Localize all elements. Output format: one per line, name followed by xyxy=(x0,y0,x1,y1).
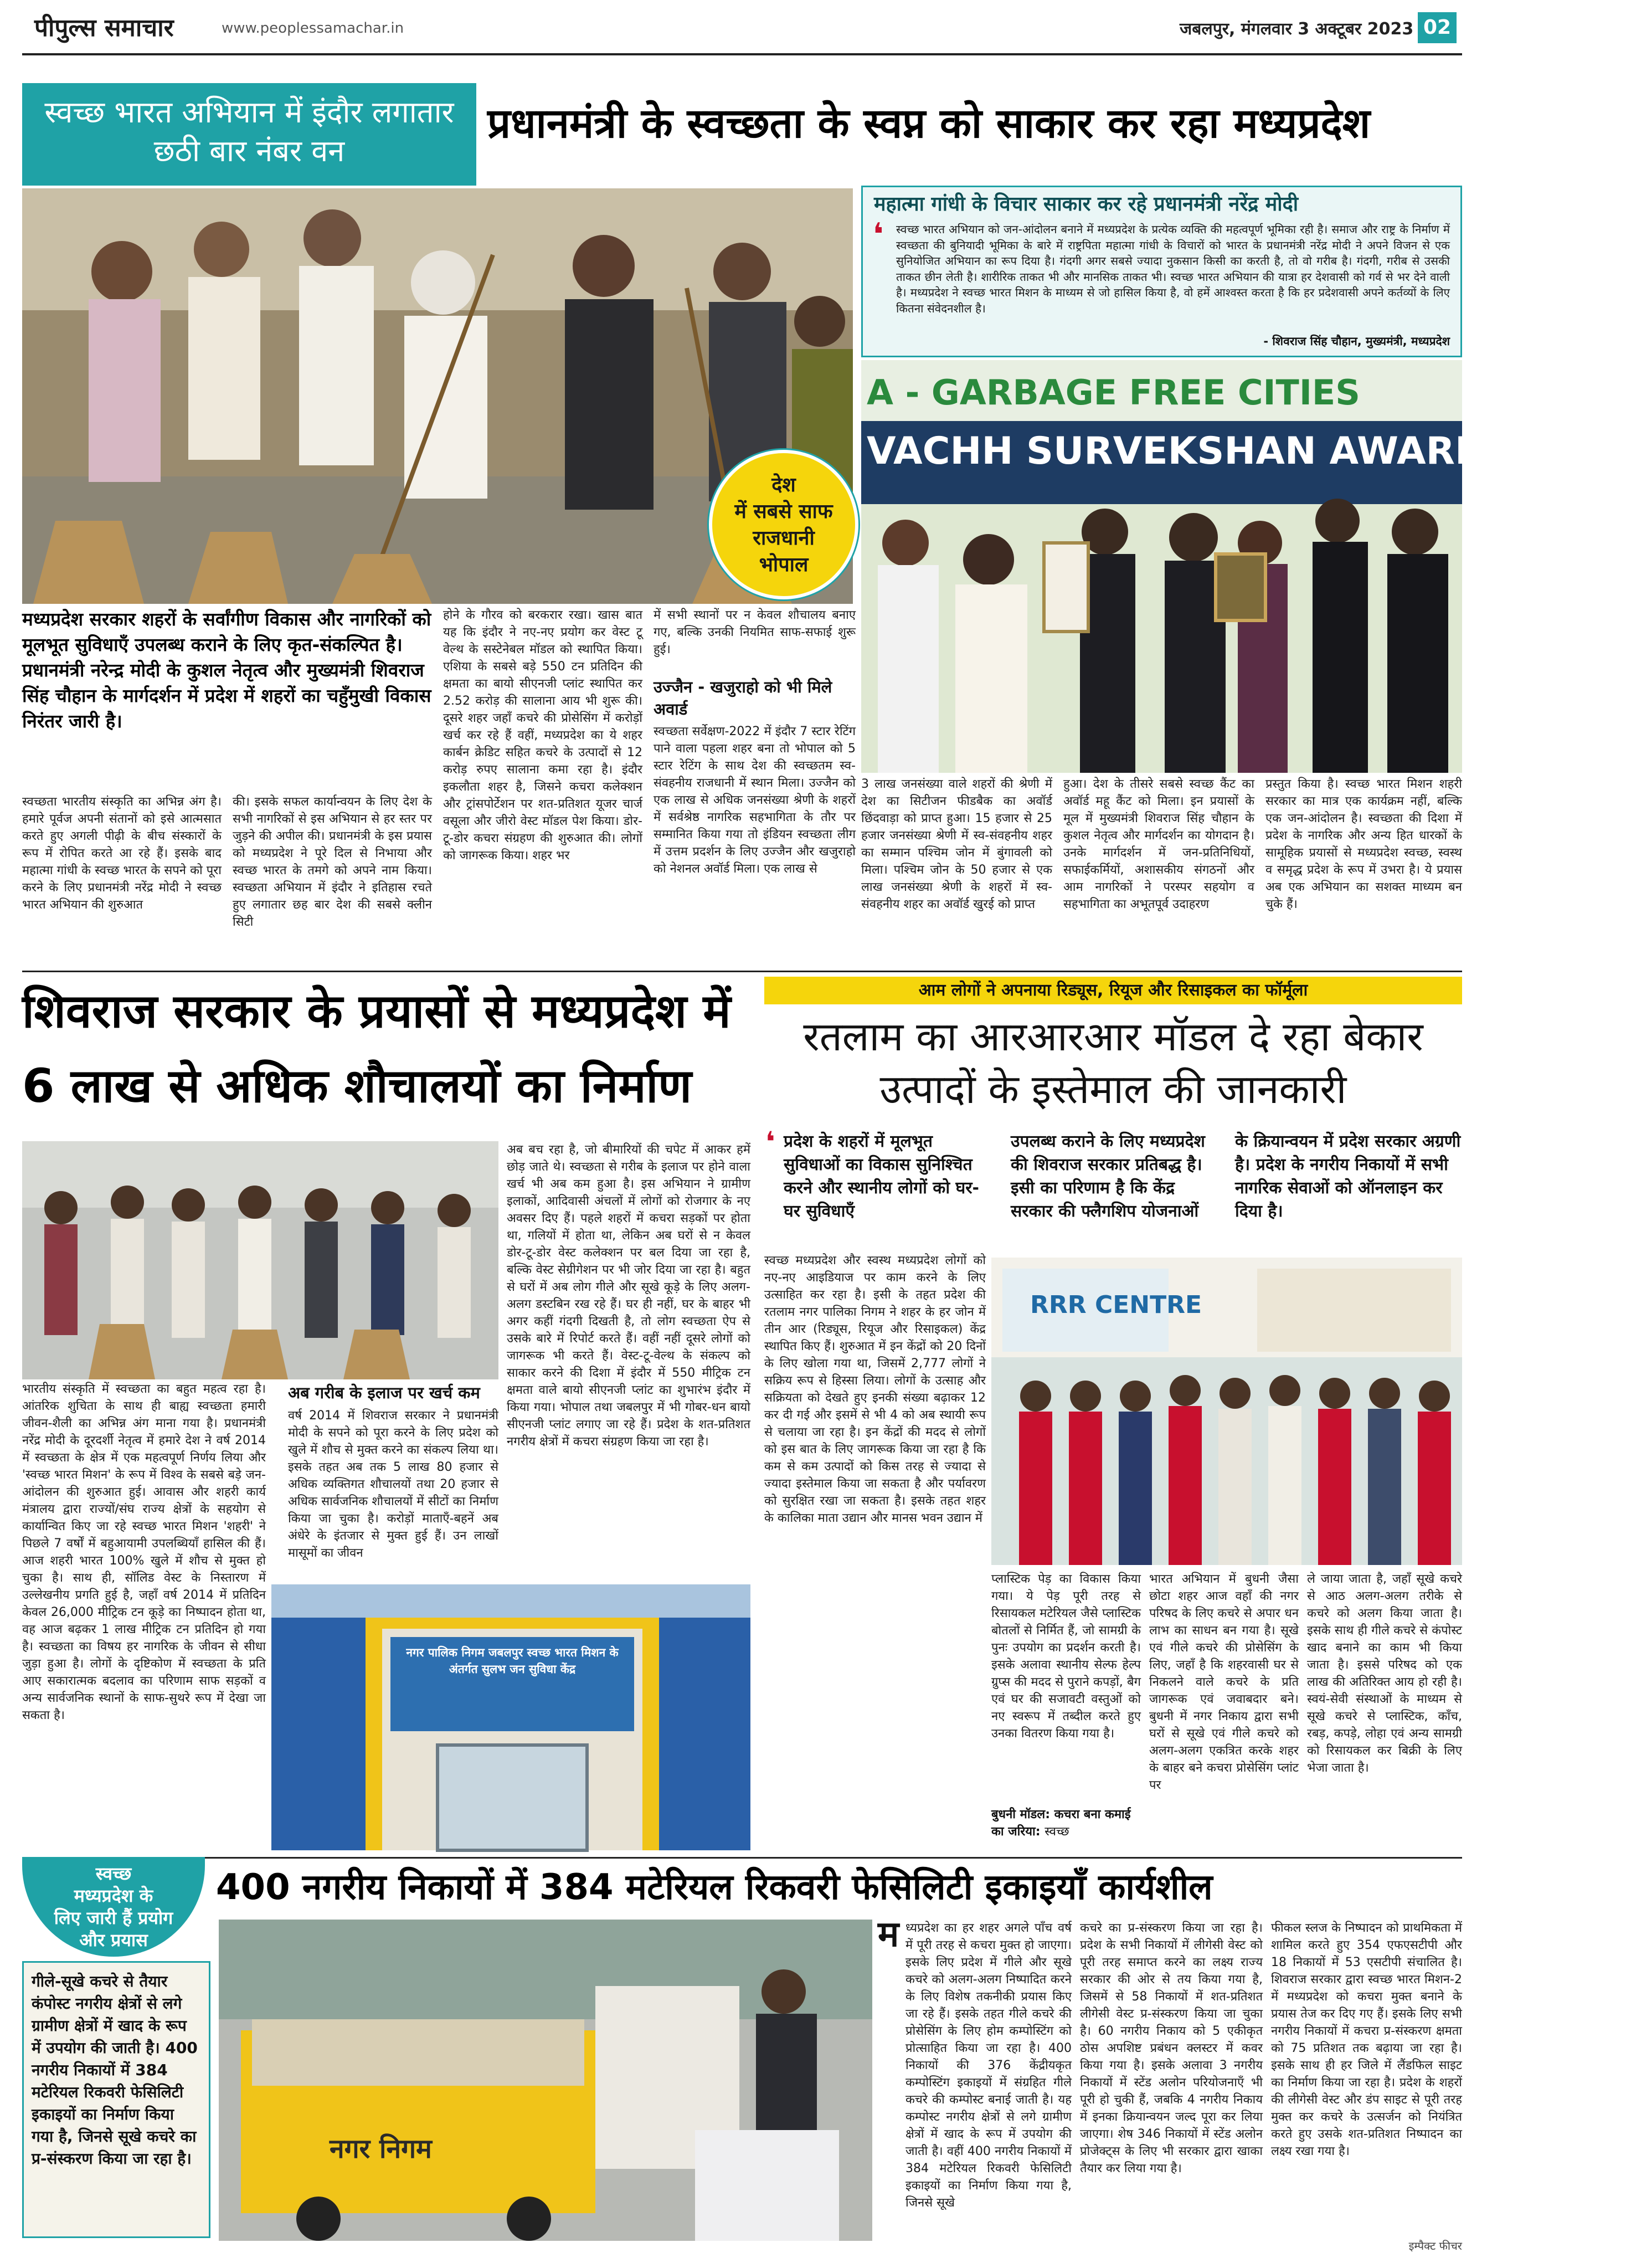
toilet-col-left: भारतीय संस्कृति में स्वच्छता का बहुत महत्व रहा है। आंतरिक शुचिता के साथ ही बाह्य स्वच्छता हमारी जीवन-शैली का अभिन्न अंग माना गया है। प्रधानमंत्री नरेंद्र मोदी के दूरदर्शी नेतृत्व में हमारे देश ने वर्ष 2014 में स्वच्छता के क्षेत्र में एक महत्वपूर्ण निर्णय लिया और 'स्वच्छ भारत मिशन' के रूप में विश्व के सबसे बड़े जन-आंदोलन की शुरुआत हुई। आवास और शहरी कार्य मंत्रालय द्वारा राज्यों/संघ राज्य क्षेत्रों के सहयोग से कार्यान्वित किए जा रहे स्वच्छ भारत मिशन 'शहरी' ने पिछले 7 वर्षों में बहुआयामी उपलब्धियाँ हासिल की हैं। आज शहरी भारत 100% खुले में शौच से मुक्त हो चुका है। साथ ही, सॉलिड वेस्ट के निस्तारण में उल्लेखनीय प्रगति हुई है, जहाँ वर्ष 2014 में प्रतिदिन केवल 26,000 मीट्रिक टन कूड़े का निष्पादन होता था, वह आज बढ़कर 1 लाख मीट्रिक टन प्रतिदिन हो गया है। स्वच्छता का विषय हर नागरिक के जीवन से सीधा जुड़ा हुआ है। लोगों के दृष्टिकोण में स्वच्छता के प्रति आए सकारात्मक बदलाव का परिणाम साफ सड़कों व अन्य सार्वजनिक स्थानों के साफ-सुथरे रूप में देखा जा सकता है। xyxy=(22,1382,266,1722)
budhni-model-heading: बुधनी मॉडल: कचरा बना कमाई का जरिया: xyxy=(991,1808,1131,1839)
ratlam-dropcap-col: स्वच्छ मध्यप्रदेश और स्वस्थ मध्यप्रदेश लोगों को नए-नए आइडियाज पर काम करने के लिए उत्साहित कर रहा है। इसी के तहत प्रदेश की रतलाम नगर पालिका निगम ने शहर के हर जोन में तीन आर (रिड्यूस, रियूज और रिसाइकल) केंद्र स्थापित किए हैं। शुरुआत में इन केंद्रों को 20 दिनों के लिए खोला गया था, जिसमें 2,777 लोगों ने सक्रिय रूप से हिस्सा लिया। लोगों के उत्साह और सक्रियता को देखते हुए इनकी संख्या बढ़ाकर 12 कर दी गई और इसमें से भी 4 को अब स्थायी रूप से चलाया जा रहा है। इन केंद्रों की मदद से लोगों को इस बात के लिए जागरूक किया जा रहा है कि कम से कम उत्पादों को किस तरह से ज्यादा से ज्यादा इस्तेमाल किया जा सकता है और पर्यावरण को सुरक्षित रखा जा सकता है। इसके तहत शहर के कालिका माता उद्यान और मानस भवन उद्यान में xyxy=(764,1254,986,1525)
badge-line-4: भोपाल xyxy=(759,553,809,576)
paper-logo xyxy=(34,10,174,43)
banner-kicker-box xyxy=(22,83,476,186)
ratlam-col-c: भारत अभियान में बुधनी जैसा छोटा शहर आज वहाँ की नगर परिषद के लिए कचरे से अपार धन लाभ का साधन बन गया है। सूखे एवं गीले कचरे की प्रोसेसिंग के लिए, जहाँ है कि शहरवासी घर से निकलने वाले कचरे के प्रति जागरूक एवं जवाबदार बने। बुधनी में नगर निकाय द्वारा सभी घरों से सूखे एवं गीले कचरे को अलग-अलग एकत्रित करके शहर के बाहर बने कचरा प्रोसेसिंग प्लांट पर xyxy=(1149,1572,1299,1792)
intro-col-2: की। इसके सफल कार्यान्वयन के लिए देश के सभी नागरिकों से इस अभियान से हर स्तर पर जुड़ने की अपील की। प्रधानमंत्री के इस प्रयास को मध्यप्रदेश ने पूरे दिल से निभाया और स्वच्छ भारत के तमगे को अपने नाम किया। स्वच्छता अभियान में इंदौर ने इतिहास रचते हुए लगातार छह बार देश की सबसे क्लीन सिटी xyxy=(233,795,432,929)
mrf-headline: 400 नगरीय निकायों में 384 मटेरियल रिकवरी फेसिलिटी इकाइयाँ कार्यशील xyxy=(216,1867,1213,1908)
rrr-centre-sign: RRR CENTRE xyxy=(1030,1291,1202,1319)
side-title-line-3: लिए जारी हैं प्रयोग xyxy=(54,1907,173,1928)
intro-col-5: 3 लाख जनसंख्या वाले शहरों की श्रेणी में देश का सिटीजन फीडबैक का अवॉर्ड छिंदवाड़ा को प्राप्त हुआ। 15 हजार से 25 हजार जनसंख्या श्रेणी में स्व-संवहनीय शहर का सम्मान पश्चिम जोन में बुंगावली को मिला। पश्चिम जोन के 50 हजार से एक लाख जनसंख्या श्रेणी के शहरों में स्व- संवहनीय शहर का अवॉर्ड खुरई को प्राप्त xyxy=(861,777,1052,911)
ratlam-deck-col-1: प्रदेश के शहरों में मूलभूत सुविधाओं का विकास सुनिश्चित करने और स्थानीय लोगों को घर-घर सुविधाएँ xyxy=(784,1132,980,1221)
intro-col-4b: स्वच्छता सर्वेक्षण-2022 में इंदौर 7 स्टार रेटिंग पाने वाला पहला शहर बना तो भोपाल को 5 स्टार रेटिंग के साथ देश की स्वच्छतम स्व-संवहनीय राजधानी में स्थान मिला। उज्जैन को एक लाख से अधिक जनसंख्या श्रेणी के शहरों में सर्वश्रेष्ठ नागरिक सहभागिता के तौर पर सम्मानित किया गया तो इंडियन स्वच्छता लीग में उत्तम प्रदर्शन के लिए उज्जैन और खजुराहो को नेशनल अवॉर्ड मिला। एक लाख से xyxy=(654,725,856,876)
toilet-headline-1: शिवराज सरकार के प्रयासों से मध्यप्रदेश में xyxy=(22,984,731,1038)
ratlam-headline-1: रतलाम का आरआरआर मॉडल दे रहा बेकार xyxy=(803,1013,1423,1060)
sweeping-group-illustration xyxy=(22,1141,498,1379)
toilet-story-photo xyxy=(22,1141,498,1379)
quote-box-title: महात्मा गांधी के विचार साकार कर रहे प्रधानमंत्री नरेंद्र मोदी xyxy=(874,193,1299,215)
ratlam-col-d: ले जाया जाता है, जहाँ सूखे कचरे से आठ अलग-अलग तरीके से कचरे को अलग किया जाता है। इसके साथ ही गीले कचरे से कंपोस्ट खाद बनाने का काम भी किया जाता है। इससे परिषद को एक लाख की अतिरिक्त आय हो रही है। स्वयं-सेवी संस्थाओं के माध्यम से सूखे कचरे से प्लास्टिक, काँच, रबड़, कपड़े, लोहा एवं अन्य सामग्री को रिसायकल कर बिक्री के लिए भेजा जाता है। xyxy=(1307,1572,1462,1775)
toilet-col-mid: वर्ष 2014 में शिवराज सरकार ने प्रधानमंत्री मोदी के सपने को पूरा करने के लिए प्रदेश को खुले में शौच से मुक्त करने का संकल्प लिया था। इसके तहत अब तक 5 लाख 80 हजार से अधिक व्यक्तिगत शौचालयों तथा 20 हजार से अधिक सार्वजनिक शौचालयों में सीटों का निर्माण किया जा चुका है। करोड़ों माताएँ-बहनें अब अंधेरे के इंतजार से मुक्त हुई हैं। उन लाखों मासूमों का जीवन xyxy=(288,1409,498,1560)
side-title-line-4: और प्रयास xyxy=(79,1930,148,1951)
garbage-truck-illustration xyxy=(219,1920,872,2241)
paper-name: पीपुल्स समाचार xyxy=(34,14,174,42)
dateline: जबलपुर, मंगलवार 3 अक्टूबर 2023 xyxy=(1180,19,1414,39)
bhopal-badge xyxy=(709,450,858,599)
intro-lead: मध्यप्रदेश सरकार शहरों के सर्वांगीण विकास और नागरिकों को मूलभूत सुविधाएँ उपलब्ध कराने के लिए कृत-संकल्पित है। प्रधानमंत्री नरेन्द्र मोदी के कुशल नेतृत्व और मुख्यमंत्री शिवराज सिंह चौहान के मार्गदर्शन में प्रदेश में शहरों का चहुँमुखी विकास निरंतर जारी है। xyxy=(22,608,431,732)
intro-col-7: प्रस्तुत किया है। स्वच्छ भारत मिशन शहरी सरकार का मात्र एक कार्यक्रम नहीं, बल्कि एक जन-आंदोलन है। स्वच्छता की दिशा में प्रदेश के नागरिक और अन्य हित धारकों के सामूहिक प्रयासों से मध्यप्रदेश स्वच्छ, स्वस्थ व समृद्ध प्रदेश के रूप में उभरा है। ये प्रयास अब एक अभियान का सशक्त माध्यम बन चुके हैं। xyxy=(1265,777,1462,911)
intro-col-6: हुआ। देश के तीसरे सबसे स्वच्छ कैंट का अवॉर्ड महू कैंट को मिला। इन प्रयासों के मूल में मुख्यमंत्री शिवराज सिंह चौहान के कुशल नेतृत्व और मार्गदर्शन का योगदान है। उनके मार्गदर्शन में जन-प्रतिनिधियों, सफाईकर्मियों, अशासकीय संगठनों और आम नागरिकों ने परस्पर सहयोग व सहभागिता का अभूतपूर्व उदाहरण xyxy=(1063,777,1254,911)
website-link[interactable]: www.peoplessamachar.in xyxy=(222,20,404,37)
ratlam-col-b: प्लास्टिक पेड़ का विकास किया गया। ये पेड़ पूरी तरह से रिसायकल मटेरियल जैसे प्लास्टिक बोतलों से निर्मित हैं, जो सामग्री के पुनः उपयोग का प्रदर्शन करती है। इसके अलावा स्थानीय सेल्फ हेल्प ग्रुप्स की मदद से पुराने कपड़ों, बैग एवं घर की सजावटी वस्तुओं को नए स्वरूप में तब्दील करते हुए उनका वितरण किया गया है। xyxy=(991,1572,1141,1741)
badge-line-1: देश xyxy=(771,474,796,496)
garbage-truck-photo xyxy=(219,1920,872,2241)
mrf-side-text: गीले-सूखे कचरे से तैयार कंपोस्ट नगरीय क्षेत्रों से लगे ग्रामीण क्षेत्रों में खाद के रूप में उपयोग की जाती है। 400 नगरीय निकायों में 384 मटेरियल रिकवरी फेसिलिटी इकाइयों का निर्माण किया गया है, जिनसे सूखे कचरे का प्र-संस्करण किया जा रहा है। xyxy=(32,1972,198,2168)
public-toilet-building-photo xyxy=(271,1584,750,1850)
intro-col-1: स्वच्छता भारतीय संस्कृति का अभिन्न अंग है। हमारे पूर्वज अपनी संतानों को इसे आत्मसात करते हुए अगली पीढ़ी के बीच संस्कारों के रूप में रोपित करते आ रहे हैं। इसके बाद महात्मा गांधी के स्वच्छ भारत के सपने को पूरा करने के लिए प्रधानमंत्री नरेंद्र मोदी ने स्वच्छ भारत अभियान की शुरुआत xyxy=(22,795,222,912)
masthead-rule xyxy=(22,53,1462,55)
footer-label: इम्पैक्ट फीचर xyxy=(1408,2239,1462,2252)
quote-box xyxy=(861,186,1462,357)
quote-box-text: स्वच्छ भारत अभियान को जन-आंदोलन बनाने में मध्यप्रदेश के प्रत्येक व्यक्ति की महत्वपूर्ण भूमिका रही है। समाज और राष्ट्र के निर्माण में स्वच्छता की बुनियादी भूमिका के बारे में राष्ट्रपिता महात्मा गांधी के विचारों को भारत के प्रधानमंत्री नरेंद्र मोदी ने अपने विजन से एक सुनियोजित अभियान का रूप दिया है। गंदगी अगर सबसे ज्यादा नुकसान किसी का करती है, तो वो गरीब है। गंदगी, गरीब से उसकी ताकत छीन लेती है। शारीरिक ताकत भी और मानसिक ताकत भी। स्वच्छ भारत अभियान की यात्रा हर देशवासी को गर्व से भर देने वाली है। मध्यप्रदेश ने स्वच्छ भारत मिशन के माध्यम से जो हासिल किया है, वो हमें आश्वस्त करता है कि हर प्रदेशवासी अपने कर्तव्यों के लिए कितना संवेदनशील है। xyxy=(896,223,1450,315)
toilet-building-sign: नगर पालिक निगम जबलपुर स्वच्छ भारत मिशन के अंतर्गत सुलभ जन सुविधा केंद्र xyxy=(406,1646,619,1676)
intro-col-4-heading: उज्जैन - खजुराहो को भी मिले अवार्ड xyxy=(654,678,832,719)
budhni-model-tail: स्वच्छ xyxy=(1045,1825,1069,1839)
intro-col-3: होने के गौरव को बरकरार रखा। खास बात यह कि इंदौर ने नए-नए प्रयोग कर वेस्ट टू वेल्थ के सस्टेनेबल मॉडल को स्थापित किया। एशिया के सबसे बड़े 550 टन प्रतिदिन की क्षमता का बायो सीएनजी प्लांट स्थापित कर 2.52 करोड़ की सालाना आय भी शुरू की। दूसरे शहर जहाँ कचरे की प्रोसेसिंग में करोड़ों खर्च कर रहे हैं वहीं, मध्यप्रदेश का ये शहर कार्बन क्रेडिट सहित कचरे के उत्पादों से 12 करोड़ रुपए सालाना कमा रहा है। इंदौर इकलौता शहर है, जिसने कचरा कलेक्शन और ट्रांसपोर्टेशन पर शत-प्रतिशत यूजर चार्ज वसूला और जीरो वेस्ट मॉडल पेश किया। डोर-टू-डोर कचरा संग्रहण की शुरुआत की। लोगों को जागरूक किया। शहर भर xyxy=(443,608,642,863)
mrf-col-1: ध्यप्रदेश का हर शहर अगले पाँच वर्ष में पूरी तरह से कचरा मुक्त हो जाएगा। इसके लिए प्रदेश में गीले और सूखे कचरे को अलग-अलग निष्पादित करने के लिए विशेष तकनीकी प्रयास किए जा रहे हैं। इसके तहत गीले कचरे की प्रोसेसिंग के लिए होम कम्पोस्टिंग को प्रोत्साहित किया जा रहा है। 400 निकायों की 376 केंद्रीयकृत कम्पोस्टिंग इकाइयों में संग्रहित गीले कचरे की कम्पोस्ट बनाई जाती है। यह कम्पोस्ट नगरीय क्षेत्रों से लगे ग्रामीण क्षेत्रों में खाद के रूप में उपयोग की जाती है। वहीं 400 नगरीय निकायों में 384 मटेरियल रिकवरी फेसिलिटी इकाइयों का निर्माण किया गया है, जिनसे सूखे xyxy=(905,1921,1072,2210)
ratlam-headline-2: उत्पादों के इस्तेमाल की जानकारी xyxy=(879,1066,1347,1112)
side-title-line-1: स्वच्छ xyxy=(95,1863,132,1884)
toilet-mid-heading: अब गरीब के इलाज पर खर्च कम xyxy=(288,1383,480,1402)
intro-col-4a: में सभी स्थानों पर न केवल शौचालय बनाए गए, बल्कि उनकी नियमित साफ-सफाई शुरू हुई। xyxy=(654,608,856,656)
award-banner-text-1: A - GARBAGE FREE CITIES xyxy=(867,372,1360,413)
ratlam-deck-col-2: उपलब्ध कराने के लिए मध्यप्रदेश की शिवराज सरकार प्रतिबद्ध है। इसी का परिणाम है कि केंद्र सरकार की फ्लैगशिप योजनाओं xyxy=(1011,1132,1205,1221)
page-number: 02 xyxy=(1418,12,1457,43)
truck-nagar-nigam-text: नगर निगम xyxy=(330,2133,432,2164)
mrf-side-title-circle xyxy=(22,1857,205,1957)
ratlam-strap: आम लोगों ने अपनाया रिड्यूस, रियूज और रिसाइकल का फॉर्मूला xyxy=(764,977,1462,1004)
award-banner-text-2: VACHH SURVEKSHAN AWARDS 2022 xyxy=(867,429,1631,473)
mrf-col-3: फीकल स्लज के निष्पादन को प्राथमिकता में शामिल करते हुए 354 एफएसटीपी और 18 निकायों में 53 एसटीपी संचालित है। शिवराज सरकार द्वारा स्वच्छ भारत मिशन-2 में मध्यप्रदेश को कचरा मुक्त बनाने के प्रयास तेज कर दिए गए हैं। इसके लिए सभी नगरीय निकायों में कचरा प्र-संस्करण क्षमता को 75 प्रतिशत तक बढ़ाया जा रहा है। इसके साथ ही हर जिले में लैंडफिल साइट का निर्माण किया जा रहा है। प्रदेश के शहरों की लीगेसी वेस्ट और डंप साइट से पूरी तरह मुक्त कर कचरे के उत्सर्जन को नियंत्रित करते हुए उसके शत-प्रतिशत निष्पादन का लक्ष्य रखा गया है। xyxy=(1271,1921,1462,2158)
toilet-building-illustration xyxy=(271,1584,750,1850)
toilet-headline-2: 6 लाख से अधिक शौचालयों का निर्माण xyxy=(22,1059,692,1113)
masthead xyxy=(0,0,1483,55)
mrf-dropcap: म xyxy=(878,1914,899,1955)
ratlam-deck-quote-icon: ❛ xyxy=(765,1126,775,1158)
rrr-centre-photo xyxy=(991,1258,1462,1565)
badge-line-3: राजधानी xyxy=(753,527,815,550)
quote-attribution: - शिवराज सिंह चौहान, मुख्यमंत्री, मध्यप्रदेश xyxy=(1263,335,1450,348)
award-ceremony-photo xyxy=(861,360,1631,773)
section-rule-2 xyxy=(22,1857,1462,1859)
section-rule-1 xyxy=(22,971,1462,972)
badge-line-2: में सबसे साफ xyxy=(734,500,833,523)
side-title-line-2: मध्यप्रदेश के xyxy=(74,1885,153,1906)
banner-headline: प्रधानमंत्री के स्वच्छता के स्वप्न को साकार कर रहा मध्यप्रदेश xyxy=(487,100,1371,147)
award-ceremony-illustration xyxy=(861,360,1631,773)
mrf-col-2: कचरे का प्र-संस्करण किया जा रहा है। प्रदेश के सभी निकायों में लीगेसी वेस्ट को पूरी तरह समाप्त करने का लक्ष्य राज्य सरकार की ओर से तय किया गया है, जिसमें से 58 निकायों में शत-प्रतिशत लीगेसी वेस्ट प्र-संस्करण किया जा चुका है। 60 नगरीय निकाय को 5 एकीकृत ठोस अपशिष्ट प्रबंधन क्लस्टर में कवर किया गया है। इसके अलावा 3 नगरीय निकायों में स्टेंड अलोन परियोजनाएँ भी पूरी हो चुकी हैं, जबकि 4 नगरीय निकाय में इनका क्रियान्वयन जल्द पूरा कर लिया जाएगा। शेष 346 निकायों में स्टेंड अलोन प्रोजेक्ट्स के लिए भी सरकार द्वारा खाका तैयार कर लिया गया है। xyxy=(1080,1921,1263,2175)
quote-mark-icon: ❛ xyxy=(873,217,884,253)
mrf-side-box xyxy=(22,1961,210,2238)
ratlam-col-b-heading xyxy=(991,1806,1141,1840)
toilet-col-right: अब बच रहा है, जो बीमारियों की चपेट में आकर हमें छोड़ जाते थे। स्वच्छता से गरीब के इलाज पर होने वाला खर्च भी अब कम हुआ है। इस अभियान ने ग्रामीण इलाकों, आदिवासी अंचलों में लोगों को रोजगार के नए अवसर दिए हैं। पहले शहरों में कचरा सड़कों पर होता था, गलियों में होता था, लेकिन अब घरों से न केवल डोर-टू-डोर वेस्ट कलेक्शन पर बल दिया जा रहा है, बल्कि वेस्ट सेग्रीगेशन पर भी जोर दिया जा रहा है। बहुत से घरों में अब लोग गीले और सूखे कूड़े के लिए अलग-अलग डस्टबिन रख रहे हैं। घर ही नहीं, घर के बाहर भी अगर कहीं गंदगी दिखती है, तो लोग स्वच्छता ऐप से उसके बारे में रिपोर्ट करते हैं। वहीं नहीं दूसरे लोगों को जागरूक भी करते हैं। वेस्ट-टू-वेल्थ के संकल्प को साकार करने की दिशा में इंदौर में 550 मीट्रिक टन क्षमता वाले बायो सीएनजी प्लांट का शुभारंभ इंदौर में किया गया। भोपाल तथा जबलपुर में भी गोबर-धन बायो सीएनजी प्लांट लगाए जा रहे हैं। प्रदेश के शत-प्रतिशत नगरीय क्षेत्रों में कचरा संग्रहण किया जा रहा है। xyxy=(507,1143,750,1449)
ratlam-deck-col-3: के क्रियान्वयन में प्रदेश सरकार अग्रणी है। प्रदेश के नगरीय निकायों में सभी नागरिक सेवाओं को ऑनलाइन कर दिया है। xyxy=(1235,1132,1461,1221)
banner-kicker: स्वच्छ भारत अभियान में इंदौर लगातार छठी बार नंबर वन xyxy=(44,95,454,168)
